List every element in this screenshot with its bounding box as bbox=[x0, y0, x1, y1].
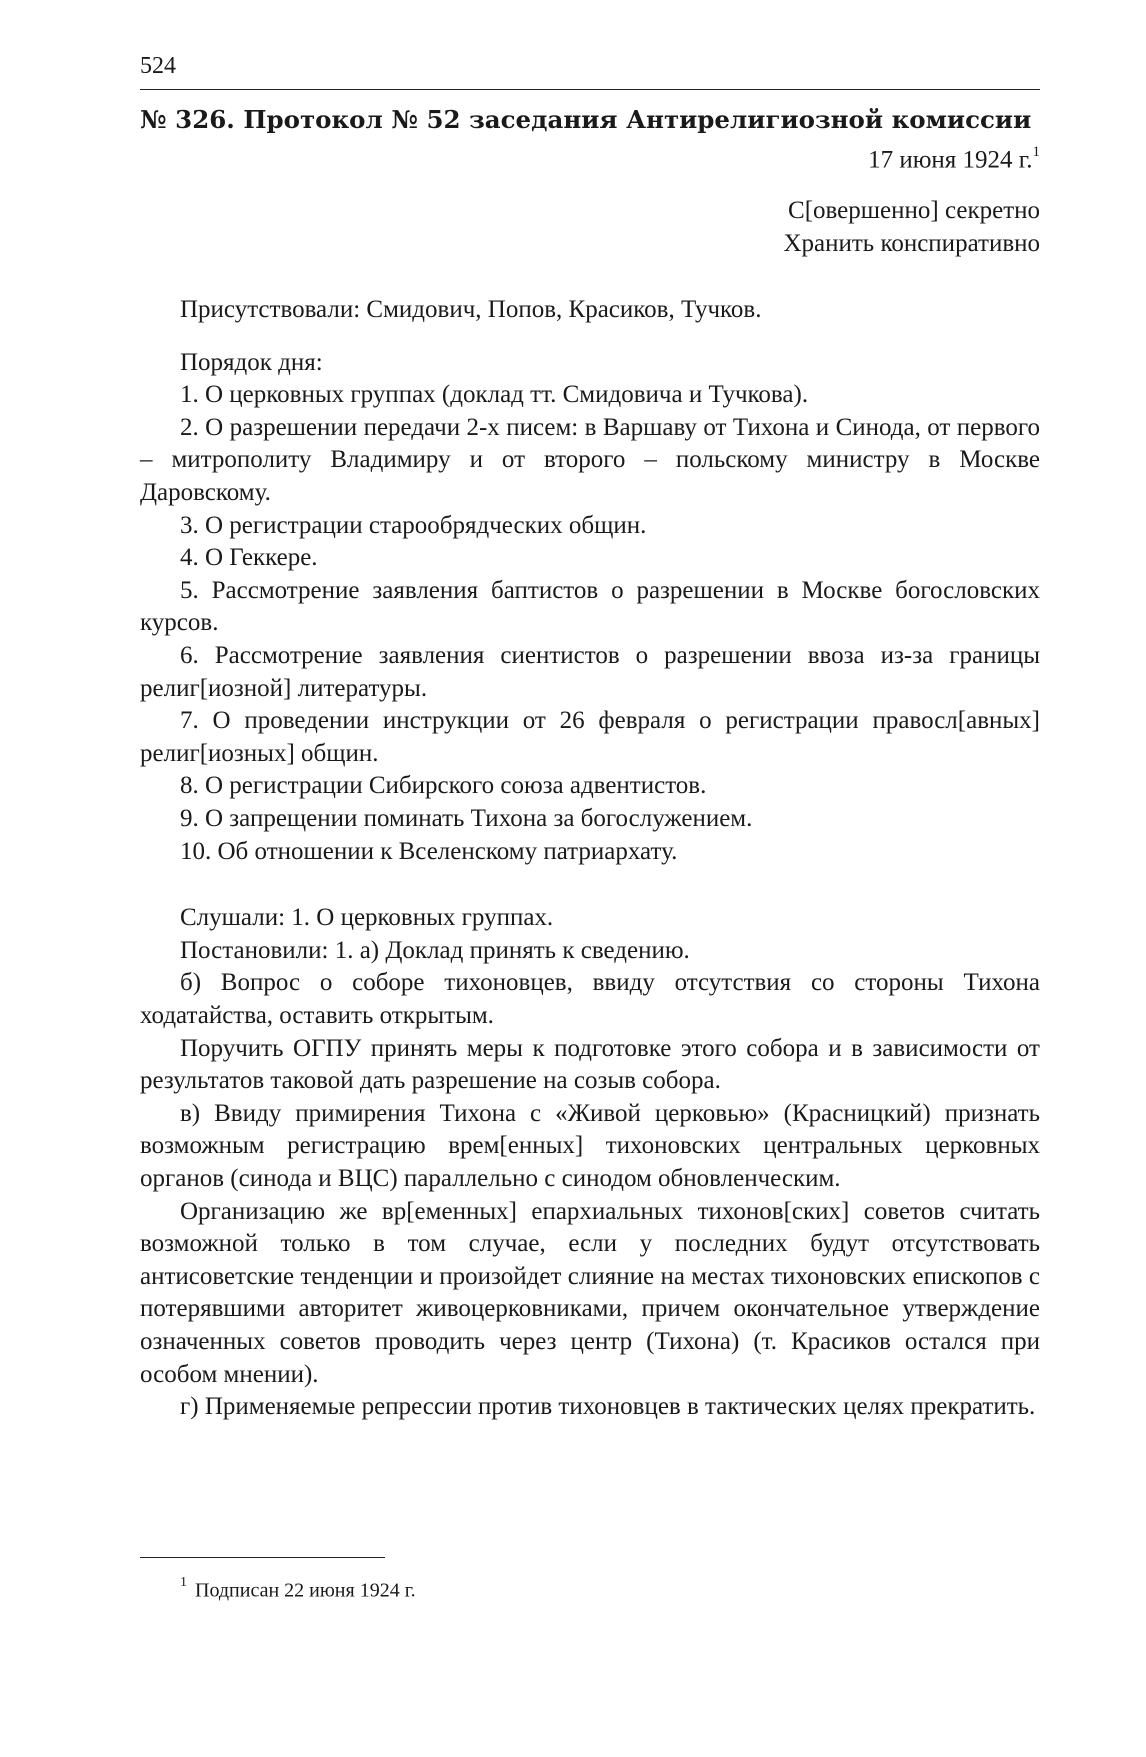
agenda-item: 4. О Геккере. bbox=[180, 544, 318, 572]
agenda-item: 6. Рассмотрение заявления сиентистов о разрешении ввоза из-за границы религ[иозной] литературы. bbox=[140, 642, 1040, 702]
agenda-item: 8. О регистрации Сибирского союза адвентистов. bbox=[180, 772, 707, 800]
secrecy-stamp bbox=[140, 195, 1040, 260]
footnote bbox=[180, 1573, 416, 1604]
page-number: 524 bbox=[140, 53, 176, 79]
agenda-item: 2. О разрешении передачи 2-х писем: в Варшаву от Тихона и Синода, от первого – митрополиту Владимиру и от второго – польскому министру в Москве Даровскому. bbox=[140, 413, 1040, 507]
body-paragraph: Организацию же вр[еменных] епархиальных тихонов[ских] советов считать возможной только в том случае, если у последних будут отсутствовать антисоветские тенденции и произойдет слияние на местах тихоновских епископов с потерявшими авторитет живоцерковниками, причем окончательное утверждение означенных советов проводить через центр (Тихона) (т. Красиков остался при особом мнении). bbox=[140, 1197, 1040, 1388]
agenda-heading: Порядок дня: bbox=[180, 348, 323, 376]
document-title: № 326. Протокол № 52 заседания Антирелигиозной комиссии bbox=[140, 105, 1032, 134]
agenda-item: 7. О проведении инструкции от 26 февраля о регистрации правосл[авных] религ[иозных] общин. bbox=[140, 707, 1040, 767]
footnote-text: Подписан 22 июня 1924 г. bbox=[195, 1579, 416, 1602]
secrecy-line: Хранить конспиративно bbox=[783, 229, 1040, 257]
date-text: 17 июня 1924 г. bbox=[868, 146, 1033, 174]
body-paragraph: в) Ввиду примирения Тихона с «Живой церковью» (Красницкий) признать возможным регистрацию врем[енных] тихоновских центральных церковных органов (синода и ВЦС) параллельно с синодом обновленческим. bbox=[140, 1099, 1040, 1192]
agenda-list bbox=[140, 379, 1040, 868]
resolutions bbox=[140, 902, 1040, 1424]
document-body bbox=[140, 104, 1040, 1424]
date-footnote-ref: 1 bbox=[1032, 144, 1040, 160]
agenda-item: 9. О запрещении поминать Тихона за богослужением. bbox=[180, 805, 753, 833]
document-date bbox=[140, 138, 1040, 177]
body-paragraph: Поручить ОГПУ принять меры к подготовке этого собора и в зависимости от результатов таковой дать разрешение на созыв собора. bbox=[140, 1034, 1040, 1095]
resolved-paragraph: Постановили: 1. а) Доклад принять к сведению. bbox=[180, 936, 690, 964]
body-paragraph: б) Вопрос о соборе тихоновцев, ввиду отсутствия со стороны Тихона ходатайства, оставить открытым. bbox=[140, 969, 1040, 1029]
footnote-marker: 1 bbox=[180, 1575, 187, 1590]
heard-paragraph: Слушали: 1. О церковных группах. bbox=[180, 904, 554, 932]
agenda-item: 3. О регистрации старообрядческих общин. bbox=[180, 511, 647, 539]
agenda-item: 10. Об отношении к Вселенскому патриархату. bbox=[180, 837, 678, 865]
header-rule bbox=[140, 89, 1040, 90]
body-paragraph: г) Применяемые репрессии против тихоновцев в тактических целях прекратить. bbox=[180, 1393, 1036, 1421]
agenda-item: 1. О церковных группах (доклад тт. Смидовича и Тучкова). bbox=[180, 381, 809, 409]
secrecy-line: С[овершенно] секретно bbox=[788, 196, 1040, 224]
attendees: Присутствовали: Смидович, Попов, Красиков, Тучков. bbox=[180, 296, 762, 324]
footnote-rule bbox=[140, 1557, 385, 1558]
agenda-item: 5. Рассмотрение заявления баптистов о разрешении в Москве богословских курсов. bbox=[140, 576, 1040, 637]
